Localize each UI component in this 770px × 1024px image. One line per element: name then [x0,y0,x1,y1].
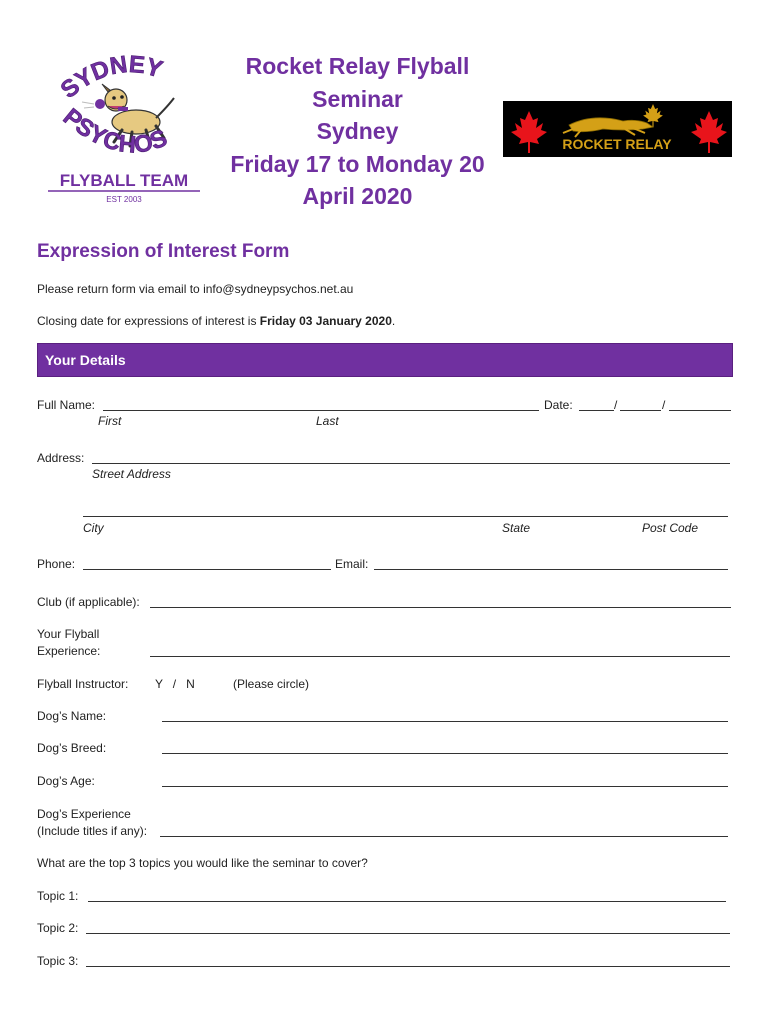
logo-team-text: FLYBALL TEAM [59,171,189,190]
postcode-hint: Post Code [642,521,699,535]
date-day-field[interactable] [579,410,614,411]
title-line-1: Rocket Relay Flyball [245,53,470,79]
first-name-hint: First [98,414,122,428]
phone-label: Phone: [37,557,76,571]
logo-mid-text: PSYCHOS [57,103,171,159]
street-address-field[interactable] [92,463,730,464]
dog-age-label: Dog’s Age: [37,774,95,788]
maple-leaf-right-icon [691,111,727,153]
title-line-2: Seminar [312,85,403,112]
city-state-postcode-field[interactable] [83,516,728,517]
city-hint: City [83,521,104,535]
club-label: Club (if applicable): [37,595,140,609]
experience-label-line-2: Experience: [37,644,101,658]
state-hint: State [502,521,531,535]
dog-experience-field[interactable] [160,836,728,837]
title-line-4: Friday 17 to Monday 20 [230,150,485,177]
email-field[interactable] [374,569,728,570]
last-name-hint: Last [316,414,339,428]
closing-suffix: . [391,314,396,328]
dog-name-field[interactable] [162,721,728,722]
logo-est-text: EST 2003 [106,195,142,204]
rocket-relay-logo [503,101,732,157]
dog-experience-label-line-1: Dog’s Experience [37,807,131,821]
club-field[interactable] [150,607,731,608]
dog-breed-label: Dog’s Breed: [37,741,107,755]
date-slash-1: / [614,398,618,412]
email-label: Email: [335,557,369,571]
topic-1-field[interactable] [88,901,726,902]
maple-leaf-left-icon [511,111,547,153]
instructor-y-n-options[interactable]: Y / N [155,677,195,691]
experience-label-line-1: Your Flyball [37,627,100,641]
street-address-hint: Street Address [92,467,171,481]
closing-date: Friday 03 January 2020 [259,314,392,328]
dog-age-field[interactable] [162,786,728,787]
dog-name-label: Dog’s Name: [37,709,107,723]
date-month-field[interactable] [620,410,661,411]
topic-3-label: Topic 3: [37,954,79,968]
topic-2-field[interactable] [86,933,730,934]
logo-top-text: SYDNEY [55,50,166,104]
form-heading: Expression of Interest Form [37,241,290,262]
flyball-experience-field[interactable] [150,656,730,657]
address-label: Address: [37,451,85,465]
title-line-5: April 2020 [302,183,413,209]
date-year-field[interactable] [669,410,731,411]
topics-question: What are the top 3 topics you would like the seminar to cover? [37,856,368,870]
section-title: Your Details [45,352,126,368]
seminar-title [215,50,500,213]
title-line-3: Sydney [316,118,399,144]
topic-2-label: Topic 2: [37,921,79,935]
date-slash-2: / [662,398,666,412]
sydney-psychos-logo [38,50,210,210]
dog-experience-label-line-2: (Include titles if any): [37,824,148,838]
svg-text:PSYCHOS [58,103,171,158]
full-name-label: Full Name: [37,398,96,412]
running-dog-icon [563,118,653,137]
instructor-circle-hint: (Please circle) [233,677,310,691]
return-instructions: Please return form via email to info@sydneypsychos.net.au [37,282,354,296]
rocket-relay-logo-text: ROCKET RELAY [562,136,672,152]
date-label: Date: [544,398,573,412]
full-name-field[interactable] [103,410,539,411]
closing-date-text [37,314,395,328]
topic-1-label: Topic 1: [37,889,79,903]
closing-prefix: Closing date for expressions of interest is [37,314,260,328]
instructor-label: Flyball Instructor: [37,677,129,691]
phone-field[interactable] [83,569,331,570]
topic-3-field[interactable] [86,966,730,967]
dog-breed-field[interactable] [162,753,728,754]
your-details-section-bar [37,343,733,377]
